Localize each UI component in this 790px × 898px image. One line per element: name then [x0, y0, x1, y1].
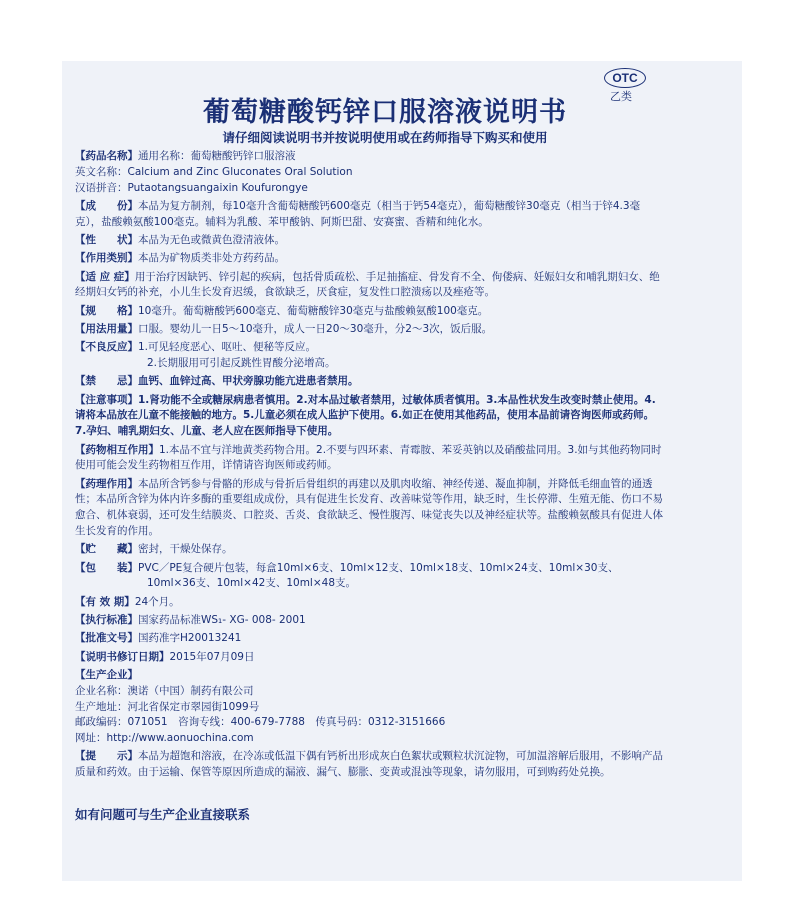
- standard-text: 国家药品标准WS₁- XG- 008- 2001: [138, 614, 306, 627]
- section-category: [75, 251, 665, 267]
- manufacturer-website: 网址：http://www.aonuochina.com: [75, 732, 254, 745]
- pharmacology-text: 本品所含钙参与骨骼的形成与骨折后骨组织的再建以及肌肉收缩、神经传递、凝血抑制，并降低毛细血管的通透性；本品所含锌为体内许多酶的重要组成成份，具有促进生长发育、改善味觉等作用，缺乏时，生长停滞、生殖无能、伤口不易愈合、机体衰弱，还可发生结膜炎、口腔炎、舌炎、食欲缺乏、慢性腹泻、味觉丧失以及神经症状等。盐酸赖氨酸具有促进人体生长发育的作用。: [75, 477, 663, 538]
- label-revision: 【说明书修订日期】: [75, 650, 170, 663]
- section-precautions: [75, 393, 665, 440]
- contraindications-text: 血钙、血锌过高、甲状旁腺功能亢进患者禁用。: [138, 375, 359, 388]
- label-manufacturer: 【生产企业】: [75, 668, 138, 681]
- label-spec: 【规 格】: [75, 304, 138, 317]
- section-indications: [75, 270, 665, 302]
- label-standard: 【执行标准】: [75, 614, 138, 627]
- page-title: 葡萄糖酸钙锌口服溶液说明书: [203, 97, 567, 128]
- label-adverse: 【不良反应】: [75, 341, 138, 354]
- interactions-text: 1.本品不宜与洋地黄类药物合用。2.不要与四环素、青霉胺、苯妥英钠以及硝酸盐同用。3.如与其他药物同时使用可能会发生药物相互作用，详情请咨询医师或药师。: [75, 443, 662, 472]
- section-character: [75, 233, 665, 249]
- page-subtitle: 请仔细阅读说明书并按说明使用或在药师指导下购买和使用: [222, 130, 548, 145]
- label-name: 【药品名称】: [75, 150, 138, 162]
- footer-contact: 如有问题可与生产企业直接联系: [75, 807, 251, 822]
- manufacturer-postcode: 邮政编码：071051: [75, 716, 168, 729]
- label-package: 【包 装】: [75, 561, 138, 574]
- validity-text: 24个月。: [134, 595, 180, 608]
- section-spec: [75, 304, 665, 320]
- otc-badge: OTC: [604, 68, 646, 88]
- label-character: 【性 状】: [75, 233, 138, 246]
- manufacturer-name: 企业名称：澳诺（中国）制药有限公司: [75, 684, 254, 697]
- section-dosage: [75, 322, 665, 338]
- section-tips: [75, 749, 665, 781]
- spec-text: 10毫升。葡萄糖酸钙600毫克、葡萄糖酸锌30毫克与盐酸赖氨酸100毫克。: [138, 304, 489, 317]
- storage-text: 密封，干燥处保存。: [138, 543, 233, 556]
- manufacturer-address: 生产地址：河北省保定市翠园街1099号: [75, 700, 260, 713]
- label-storage: 【贮 藏】: [75, 543, 138, 556]
- section-package: [75, 561, 665, 593]
- label-dosage: 【用法用量】: [75, 322, 138, 335]
- section-standard: [75, 613, 665, 629]
- label-composition: 【成 份】: [75, 199, 138, 212]
- section-name: [75, 149, 665, 196]
- generic-name: 通用名称：葡萄糖酸钙锌口服溶液: [138, 150, 296, 162]
- section-validity: [75, 595, 665, 611]
- label-approval: 【批准文号】: [75, 632, 138, 645]
- section-composition: [75, 199, 665, 231]
- english-name: 英文名称：Calcium and Zinc Gluconates Oral Solution: [75, 165, 353, 178]
- adverse-line-1: 1.可见轻度恶心、呕吐、便秘等反应。: [138, 341, 317, 354]
- leaflet-body: [75, 149, 665, 783]
- label-pharmacology: 【药理作用】: [75, 477, 138, 490]
- section-interactions: [75, 443, 665, 475]
- label-precautions: 【注意事项】: [75, 393, 138, 406]
- section-revision: [75, 650, 665, 666]
- section-contraindications: [75, 374, 665, 390]
- precautions-text: 1.肾功能不全或糖尿病患者慎用。2.对本品过敏者禁用，过敏体质者慎用。3.本品性状发生改变时禁止使用。4.请将本品放在儿童不能接触的地方。5.儿童必须在成人监护下使用。6.如正在使用其他药品，使用本品前请咨询医师或药师。7.孕妇、哺乳期妇女、儿童、老人应在医师指导下使用。: [75, 393, 656, 438]
- pinyin-name: 汉语拼音：Putaotangsuangaixin Koufurongye: [75, 181, 308, 194]
- package-line-1: PVC／PE复合硬片包装，每盒10ml×6支、10ml×12支、10ml×18支、10ml×24支、10ml×30支、: [138, 561, 619, 574]
- dosage-text: 口服。婴幼儿一日5～10毫升，成人一日20～30毫升，分2～3次，饭后服。: [138, 322, 493, 335]
- section-manufacturer: [75, 668, 665, 747]
- label-interactions: 【药物相互作用】: [75, 443, 159, 456]
- manufacturer-fax: 传真号码：0312-3151666: [315, 716, 446, 729]
- category-text: 本品为矿物质类非处方药药品。: [138, 252, 285, 265]
- manufacturer-hotline: 咨询专线：400-679-7788: [178, 716, 305, 729]
- label-indications: 【适 应 症】: [75, 270, 135, 283]
- section-adverse: [75, 340, 665, 372]
- revision-text: 2015年07月09日: [169, 650, 255, 663]
- adverse-line-2: 2.长期服用可引起反跳性胃酸分泌增高。: [147, 357, 336, 370]
- label-contraindications: 【禁 忌】: [75, 375, 138, 388]
- section-pharmacology: [75, 477, 665, 540]
- otc-category: 乙类: [610, 90, 632, 103]
- indications-text: 用于治疗因缺钙、锌引起的疾病，包括骨质疏松、手足抽搐症、骨发育不全、佝偻病、妊娠妇女和哺乳期妇女、绝经期妇女钙的补充，小儿生长发育迟缓，食欲缺乏，厌食症，复发性口腔溃疡以及痤疮等。: [75, 270, 660, 299]
- label-tips: 【提 示】: [75, 750, 138, 763]
- character-text: 本品为无色或微黄色澄清液体。: [138, 233, 285, 246]
- approval-text: 国药准字H20013241: [138, 632, 242, 645]
- label-validity: 【有 效 期】: [75, 595, 135, 608]
- composition-text: 本品为复方制剂，每10毫升含葡萄糖酸钙600毫克（相当于钙54毫克），葡萄糖酸锌30毫克（相当于锌4.3毫克），盐酸赖氨酸100毫克。辅料为乳酸、苯甲酸钠、阿斯巴甜、安赛蜜、香精和纯化水。: [75, 199, 641, 228]
- label-category: 【作用类别】: [75, 252, 138, 265]
- tips-text: 本品为超饱和溶液，在冷冻或低温下偶有钙析出形成灰白色絮状或颗粒状沉淀物，可加温溶解后服用，不影响产品质量和药效。由于运输、保管等原因所造成的漏液、漏气、膨胀、变黄或混浊等现象，请勿服用，可到购药处兑换。: [75, 750, 663, 779]
- package-line-2: 10ml×36支、10ml×42支、10ml×48支。: [147, 577, 356, 590]
- section-approval: [75, 631, 665, 647]
- section-storage: [75, 542, 665, 558]
